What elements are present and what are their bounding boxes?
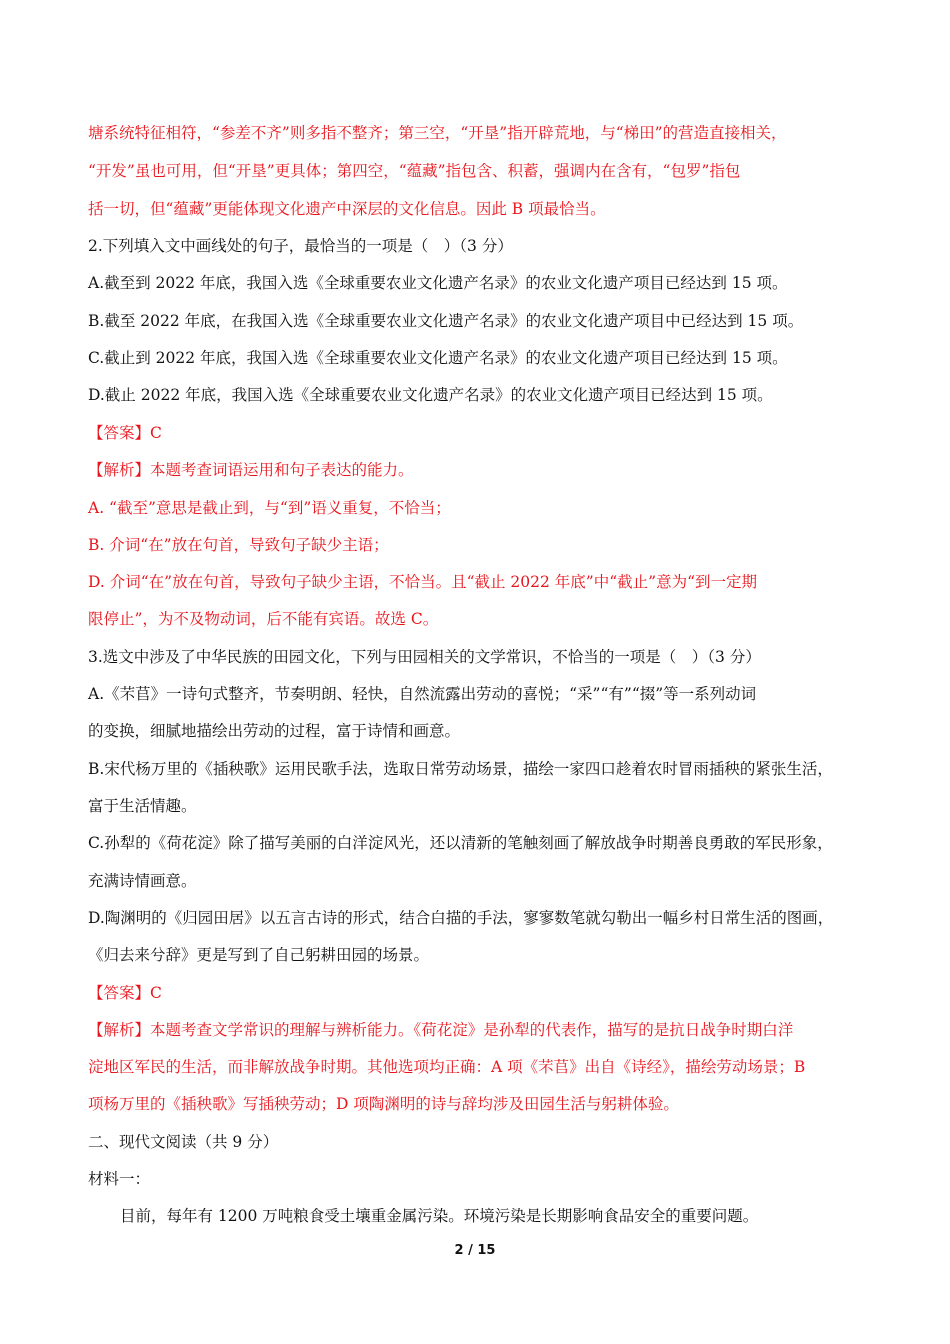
analysis-line: D. 介词“在”放在句首，导致句子缺少主语，不恰当。且“截止 2022 年底”中“截止”意为“到一定期	[88, 573, 758, 591]
analysis-line: A. “截至”意思是截止到，与“到”语义重复，不恰当；	[88, 499, 451, 517]
explanation-line: “开发”虽也可用，但“开垦”更具体；第四空，“蕴藏”指包含、积蓄，强调内在含有，“包罗”指包	[88, 162, 741, 180]
question-2-option-a: A.截至到 2022 年底，我国入选《全球重要农业文化遗产名录》的农业文化遗产项目已经达到 15 项。	[88, 274, 788, 292]
question-3-option-b-cont: 富于生活情趣。	[88, 797, 197, 815]
question-3-option-c: C.孙犁的《荷花淀》除了描写美丽的白洋淀风光，还以清新的笔触刻画了解放战争时期善良勇敢的军民形象，	[88, 834, 833, 852]
analysis-line: 【解析】本题考查词语运用和句子表达的能力。	[88, 461, 414, 479]
section-heading: 二、现代文阅读（共 9 分）	[88, 1133, 279, 1151]
material-label: 材料一：	[88, 1170, 151, 1188]
explanation-line: 塘系统特征相符，“参差不齐”则多指不整齐；第三空，“开垦”指开辟荒地，与“梯田”的营造直接相关，	[88, 124, 787, 142]
question-3-stem: 3.选文中涉及了中华民族的田园文化，下列与田园相关的文学常识，不恰当的一项是（ ）（3 分）	[88, 648, 761, 666]
question-3-option-c-cont: 充满诗情画意。	[88, 872, 197, 890]
explanation-line: 括一切，但“蕴藏”更能体现文化遗产中深层的文化信息。因此 B 项最恰当。	[88, 200, 606, 218]
question-3-option-a-cont: 的变换，细腻地描绘出劳动的过程，富于诗情和画意。	[88, 722, 461, 740]
analysis-line: B. 介词“在”放在句首，导致句子缺少主语；	[88, 536, 389, 554]
question-3-option-d-cont: 《归去来兮辞》更是写到了自己躬耕田园的场景。	[88, 946, 430, 964]
page-number: 2 / 15	[454, 1243, 496, 1258]
question-2-option-b: B.截至 2022 年底，在我国入选《全球重要农业文化遗产名录》的农业文化遗产项目中已经达到 15 项。	[88, 312, 804, 330]
question-3-option-d: D.陶渊明的《归园田居》以五言古诗的形式，结合白描的手法，寥寥数笔就勾勒出一幅乡村日常生活的图画，	[88, 909, 834, 927]
question-2-stem: 2.下列填入文中画线处的句子，最恰当的一项是（ ）（3 分）	[88, 237, 513, 255]
question-3-option-b: B.宋代杨万里的《插秧歌》运用民歌手法，选取日常劳动场景，描绘一家四口趁着农时冒雨插秧的紧张生活，	[88, 760, 833, 778]
answer-label: 【答案】C	[88, 424, 162, 442]
analysis-line: 限停止”，为不及物动词，后不能有宾语。故选 C。	[88, 610, 439, 628]
analysis-line: 淀地区军民的生活，而非解放战争时期。其他选项均正确：A 项《芣苢》出自《诗经》，描绘劳动场景；B	[88, 1058, 806, 1076]
question-2-option-c: C.截止到 2022 年底，我国入选《全球重要农业文化遗产名录》的农业文化遗产项目已经达到 15 项。	[88, 349, 788, 367]
material-paragraph: 目前，每年有 1200 万吨粮食受土壤重金属污染。环境污染是长期影响食品安全的重要问题。	[120, 1207, 759, 1225]
analysis-line: 【解析】本题考查文学常识的理解与辨析能力。《荷花淀》是孙犁的代表作，描写的是抗日战争时期白洋	[88, 1021, 794, 1039]
question-2-option-d: D.截止 2022 年底，我国入选《全球重要农业文化遗产名录》的农业文化遗产项目已经达到 15 项。	[88, 386, 773, 404]
analysis-line: 项杨万里的《插秧歌》写插秧劳动；D 项陶渊明的诗与辞均涉及田园生活与躬耕体验。	[88, 1095, 679, 1113]
answer-label: 【答案】C	[88, 984, 162, 1002]
question-3-option-a: A.《芣苢》一诗句式整齐，节奏明朗、轻快，自然流露出劳动的喜悦；“采”“有”“掇”等一系列动词	[88, 685, 757, 703]
